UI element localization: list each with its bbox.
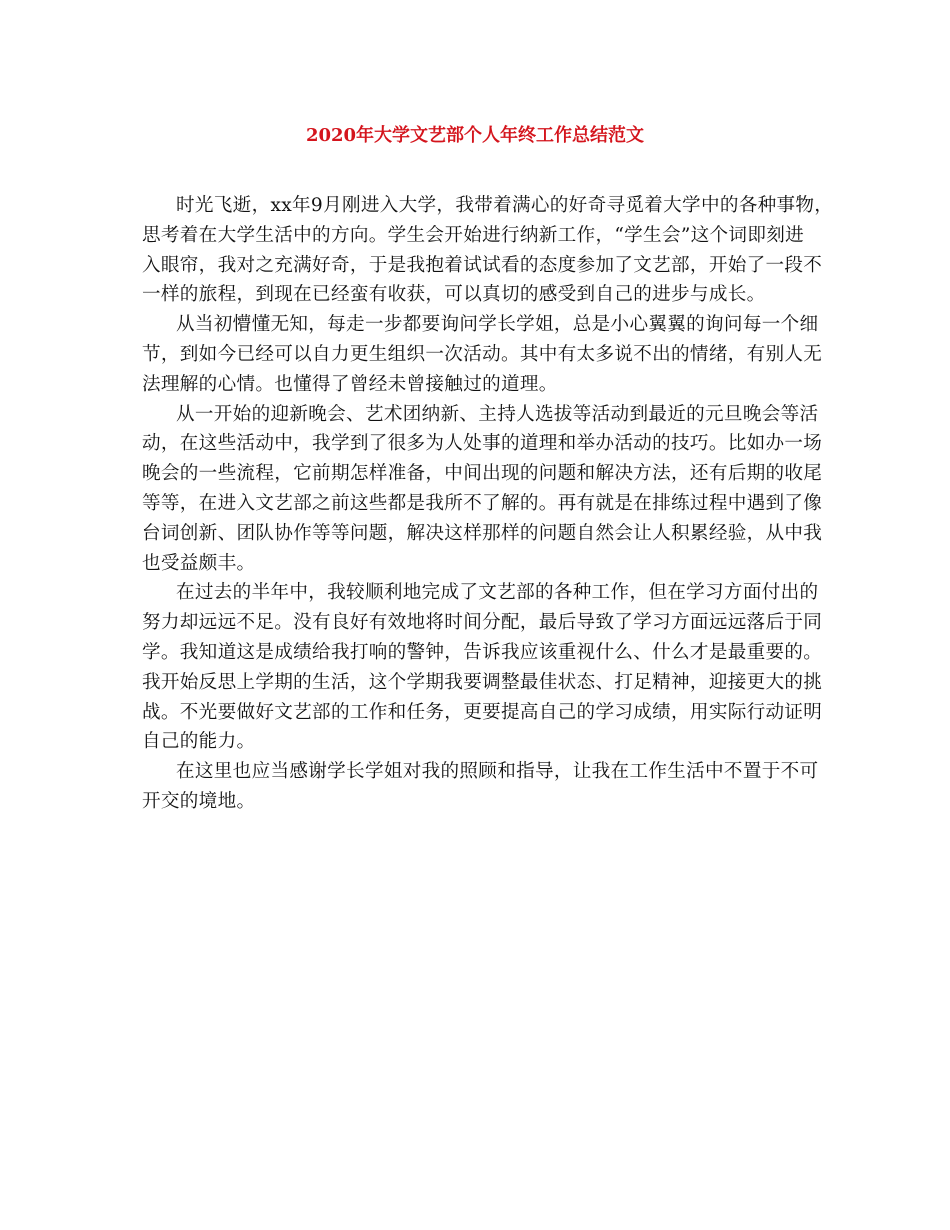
paragraph-line: 自己的能力。 <box>142 731 256 753</box>
paragraph-line: 学。我知道这是成绩给我打响的警钟，告诉我应该重视什么、什么才是最重要的。 <box>142 641 823 663</box>
paragraph-line: 从一开始的迎新晚会、艺术团纳新、主持人选拔等活动到最近的元旦晚会等活 <box>176 403 819 425</box>
paragraph-line: 一样的旅程，到现在已经蛮有收获，可以真切的感受到自己的进步与成长。 <box>142 284 766 306</box>
paragraph-line: 入眼帘，我对之充满好奇，于是我抱着试试看的态度参加了文艺部，开始了一段不 <box>142 254 823 276</box>
paragraph-line: 动，在这些活动中，我学到了很多为人处事的道理和举办活动的技巧。比如办一场 <box>142 433 823 455</box>
paragraph-line: 努力却远远不足。没有良好有效地将时间分配，最后导致了学习方面远远落后于同 <box>142 612 823 634</box>
paragraph-line: 晚会的一些流程，它前期怎样准备，中间出现的问题和解决方法，还有后期的收尾 <box>142 463 823 485</box>
paragraph-line: 节，到如今已经可以自力更生组织一次活动。其中有太多说不出的情绪，有别人无 <box>142 343 823 365</box>
paragraph-line: 台词创新、团队协作等等问题，解决这样那样的问题自然会让人积累经验，从中我 <box>142 522 823 544</box>
paragraph-line: 从当初懵懂无知，每走一步都要询问学长学姐，总是小心翼翼的询问每一个细 <box>176 314 819 336</box>
paragraph-line: 也受益颇丰。 <box>142 552 256 574</box>
paragraph-line: 我开始反思上学期的生活，这个学期我要调整最佳状态、打足精神，迎接更大的挑 <box>142 671 823 693</box>
paragraph-line: 战。不光要做好文艺部的工作和任务，更要提高自己的学习成绩，用实际行动证明 <box>142 701 823 723</box>
paragraph-line: 思考着在大学生活中的方向。学生会开始进行纳新工作，“学生会”这个词即刻进 <box>142 224 804 246</box>
paragraph <box>142 191 834 310</box>
paragraph <box>142 757 819 817</box>
paragraph-line: 开交的境地。 <box>142 790 256 812</box>
paragraph-line: 时光飞逝，xx年9月刚进入大学，我带着满心的好奇寻觅着大学中的各种事物， <box>176 195 834 216</box>
paragraph-line: 法理解的心情。也懂得了曾经未曾接触过的道理。 <box>142 373 558 395</box>
paragraph <box>142 310 823 399</box>
document-body <box>142 191 834 817</box>
document-title: 2020年大学文艺部个人年终工作总结范文 <box>305 125 645 146</box>
paragraph-line: 在过去的半年中，我较顺利地完成了文艺部的各种工作，但在学习方面付出的 <box>176 582 819 604</box>
paragraph-line: 等等，在进入文艺部之前这些都是我所不了解的。再有就是在排练过程中遇到了像 <box>142 492 823 514</box>
paragraph <box>142 578 823 757</box>
paragraph <box>142 400 823 579</box>
paragraph-line: 在这里也应当感谢学长学姐对我的照顾和指导，让我在工作生活中不置于不可 <box>176 761 819 783</box>
